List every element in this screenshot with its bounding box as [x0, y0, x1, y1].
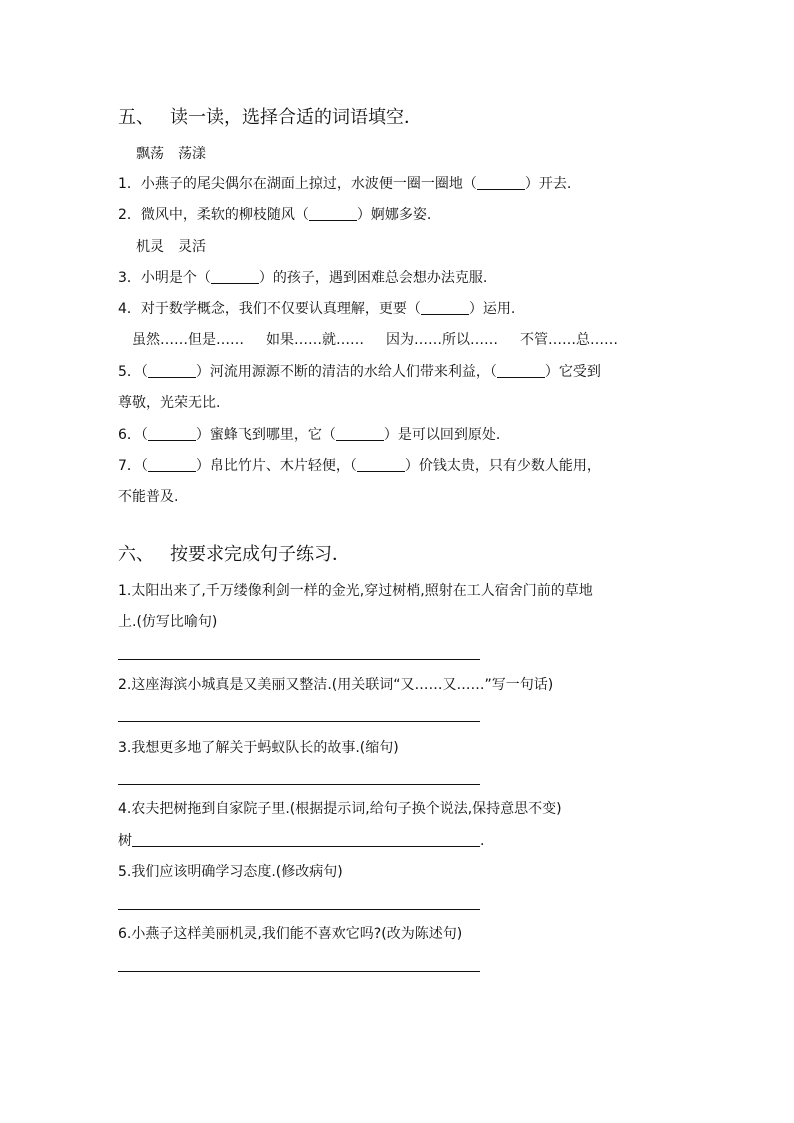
exercise-4: 4.农夫把树拖到自家院子里.(根据提示词,给句子换个说法,保持意思不变) [118, 801, 562, 817]
answer-line[interactable] [118, 909, 480, 910]
question-3: 3．小明是个（ ）的孩子，遇到困难总会想办法克服. [118, 270, 488, 286]
question-2: 2．微风中，柔软的柳枝随风（ ）婀娜多姿. [118, 207, 432, 223]
answer-line[interactable] [118, 971, 480, 972]
conjunction-choice: 如果……就…… [266, 332, 364, 348]
question-6: 6．（ ）蜜蜂飞到哪里，它（ ）是可以回到原处. [118, 427, 501, 443]
fill-blank[interactable] [148, 363, 196, 378]
exercise-4-answer: 树 . [118, 833, 485, 849]
question-5-continued: 尊敬，光荣无比. [118, 395, 221, 411]
answer-line[interactable] [118, 784, 480, 785]
section-number: 五、 [118, 107, 154, 128]
conjunction-choice: 虽然……但是…… [132, 332, 244, 348]
answer-line[interactable] [118, 659, 480, 660]
section-five-heading [118, 106, 422, 130]
question-4: 4．对于数学概念，我们不仅要认真理解，更要（ ）运用. [118, 301, 516, 317]
fill-blank[interactable] [148, 426, 196, 441]
exercise-5: 5.我们应该明确学习态度.(修改病句) [118, 864, 343, 880]
fill-blank[interactable] [477, 175, 525, 190]
conjunction-choice: 不管……总…… [520, 332, 618, 348]
section-six-heading [118, 543, 350, 567]
fill-blank[interactable] [148, 457, 196, 472]
question-1: 1．小燕子的尾尖偶尔在湖面上掠过，水波便一圈一圈地（ ）开去. [118, 176, 572, 192]
word-choice: 灵活 [178, 239, 206, 255]
word-choice: 机灵 [136, 239, 164, 255]
section-title: 读一读，选择合适的词语填空． [170, 107, 422, 128]
exercise-1: 1.太阳出来了,千万缕像利剑一样的金光,穿过树梢,照射在工人宿舍门前的草地 [118, 583, 593, 599]
section-number: 六、 [118, 544, 154, 565]
word-choice: 飘荡 [136, 146, 164, 162]
word-choices-2 [136, 237, 220, 257]
exercise-2: 2.这座海滨小城真是又美丽又整洁.(用关联词“又……又……”写一句话) [118, 677, 554, 693]
fill-blank[interactable] [497, 363, 545, 378]
fill-blank[interactable] [211, 269, 259, 284]
fill-blank[interactable] [309, 206, 357, 221]
exercise-3: 3.我想更多地了解关于蚂蚁队长的故事.(缩句) [118, 740, 399, 756]
question-5: 5．（ ）河流用源源不断的清洁的水给人们带来利益，（ ）它受到 [118, 364, 601, 380]
conjunction-choices [132, 330, 640, 350]
fill-blank[interactable] [421, 300, 469, 315]
section-title: 按要求完成句子练习． [170, 544, 350, 565]
word-choices-1 [136, 144, 220, 164]
exercise-1-continued: 上.(仿写比喻句) [118, 614, 218, 630]
fill-blank[interactable] [336, 426, 384, 441]
conjunction-choice: 因为……所以…… [386, 332, 498, 348]
question-7-continued: 不能普及. [118, 489, 179, 505]
answer-line[interactable] [118, 721, 480, 722]
question-7: 7．（ ）帛比竹片、木片轻便，（ ）价钱太贵，只有少数人能用， [118, 458, 601, 474]
answer-line[interactable] [132, 832, 480, 847]
word-choice: 荡漾 [178, 146, 206, 162]
exercise-6: 6.小燕子这样美丽机灵,我们能不喜欢它吗?(改为陈述句) [118, 926, 463, 942]
fill-blank[interactable] [357, 457, 405, 472]
